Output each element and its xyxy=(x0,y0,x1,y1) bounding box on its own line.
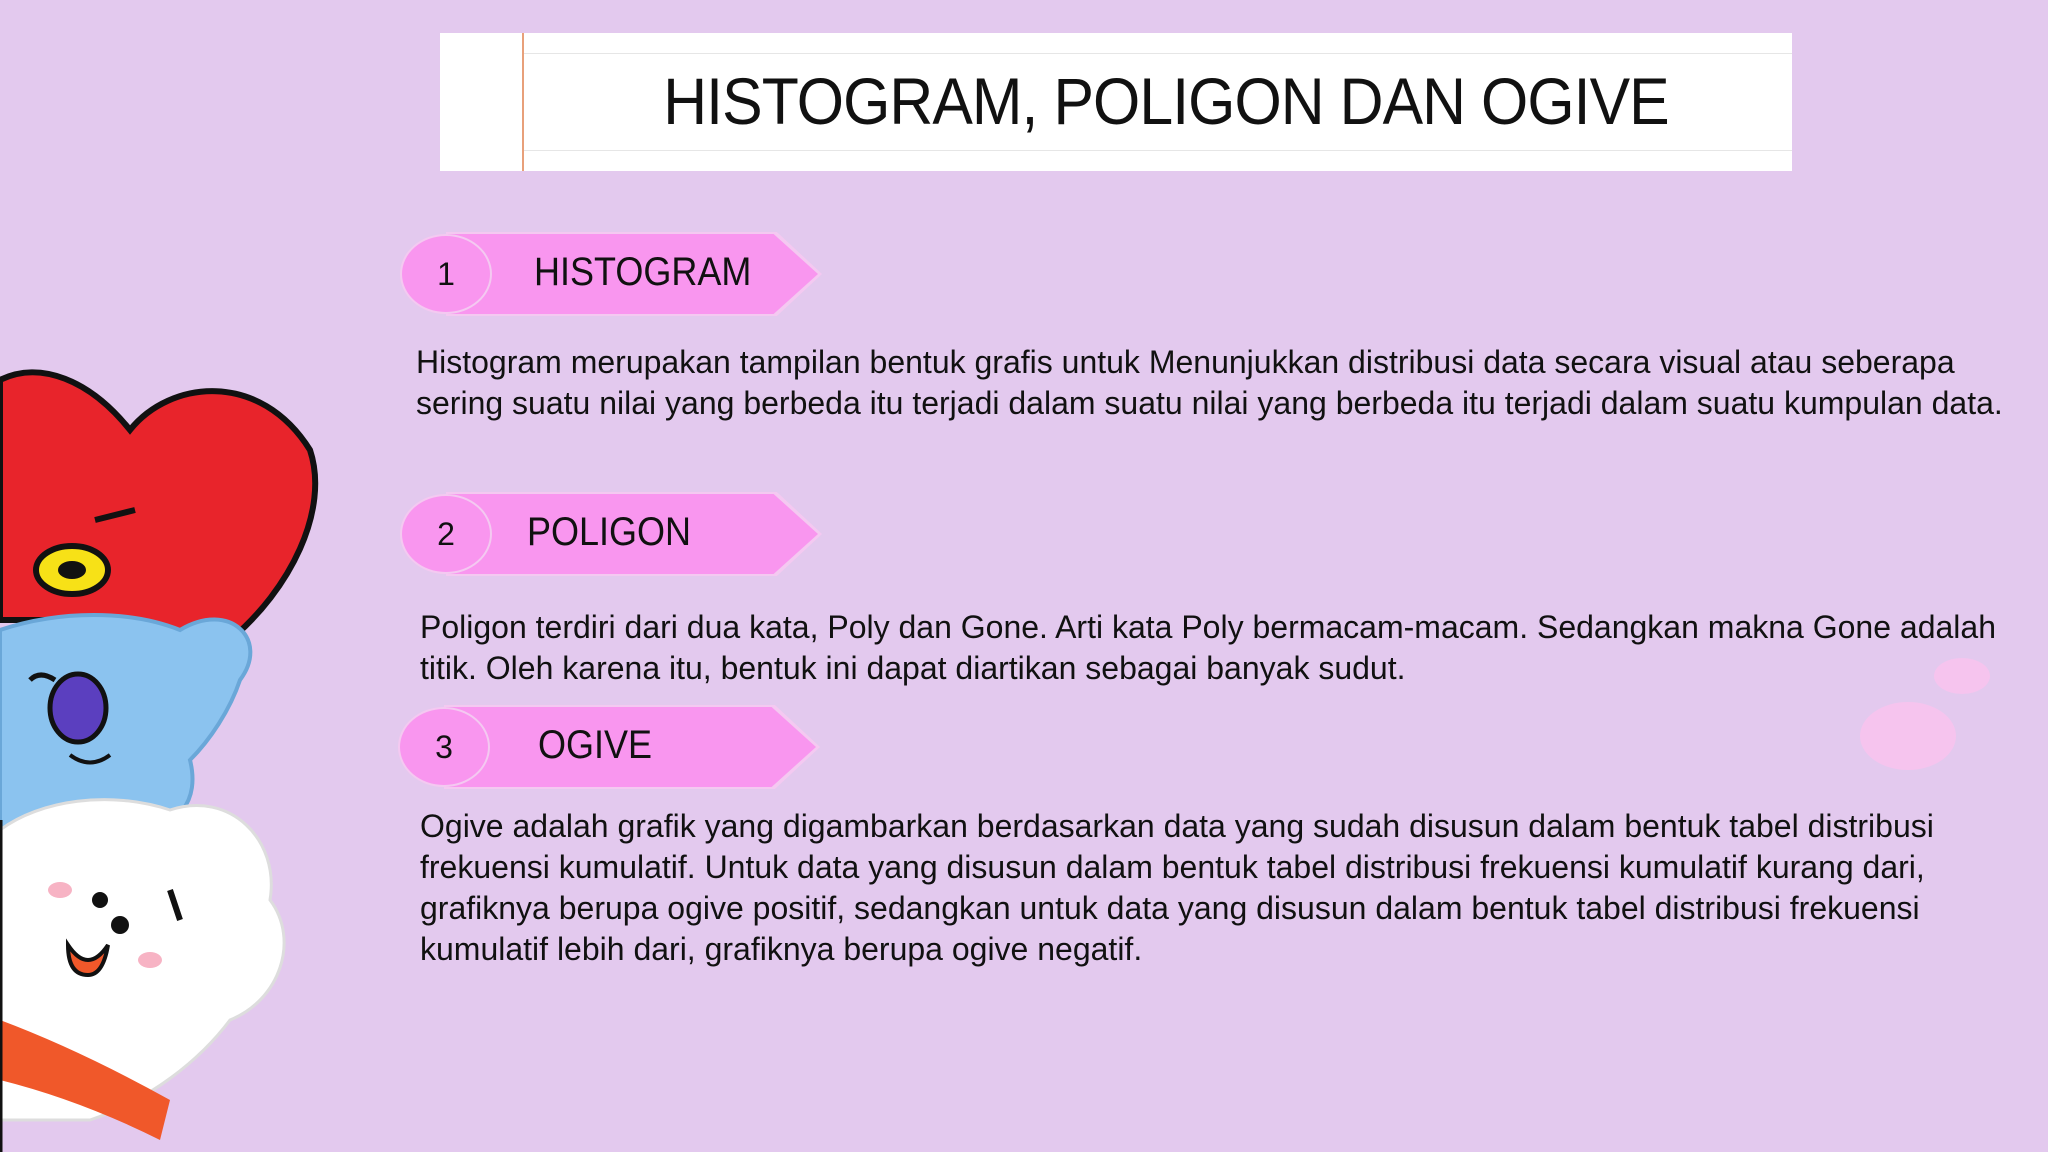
section-badge-ogive xyxy=(398,707,818,787)
character-decoration xyxy=(0,360,330,1152)
badge-heading: OGIVE xyxy=(538,723,653,767)
puppy-character-icon xyxy=(0,800,284,1140)
title-box xyxy=(440,33,1792,171)
badge-heading: POLIGON xyxy=(527,510,692,554)
title-accent-line xyxy=(522,33,524,171)
slide-title: HISTOGRAM, POLIGON DAN OGIVE xyxy=(663,64,1669,138)
badge-number: 3 xyxy=(398,707,490,787)
pink-heart-blob-icon xyxy=(1856,656,1996,776)
badge-number: 1 xyxy=(400,234,492,314)
section-text-ogive: Ogive adalah grafik yang digambarkan berdasarkan data yang sudah disusun dalam bentuk tabel distribusi frekuensi kumulatif. Untuk data yang disusun dalam bentuk tabel distribusi frekuensi kumulatif kurang dari, grafiknya berupa ogive positif, sedangkan untuk data yang disusun dalam bentuk tabel distribusi frekuensi kumulatif lebih dari, grafiknya berupa ogive negatif. xyxy=(420,808,1934,967)
section-badge-histogram xyxy=(400,234,820,314)
section-text-histogram: Histogram merupakan tampilan bentuk grafis untuk Menunjukkan distribusi data secara visual atau seberapa sering suatu nilai yang berbeda itu terjadi dalam suatu nilai yang berbeda itu terjadi dalam suatu kumpulan data. xyxy=(416,344,2003,421)
badge-heading: HISTOGRAM xyxy=(534,250,752,294)
section-badge-poligon xyxy=(400,494,820,574)
title-rule-bottom xyxy=(522,150,1792,151)
section-text-poligon: Poligon terdiri dari dua kata, Poly dan Gone. Arti kata Poly bermacam-macam. Sedangkan makna Gone adalah titik. Oleh karena itu, bentuk ini dapat diartikan sebagai banyak sudut. xyxy=(420,609,1996,686)
title-rule-top xyxy=(522,53,1792,54)
badge-number: 2 xyxy=(400,494,492,574)
koala-character-icon xyxy=(0,615,250,830)
